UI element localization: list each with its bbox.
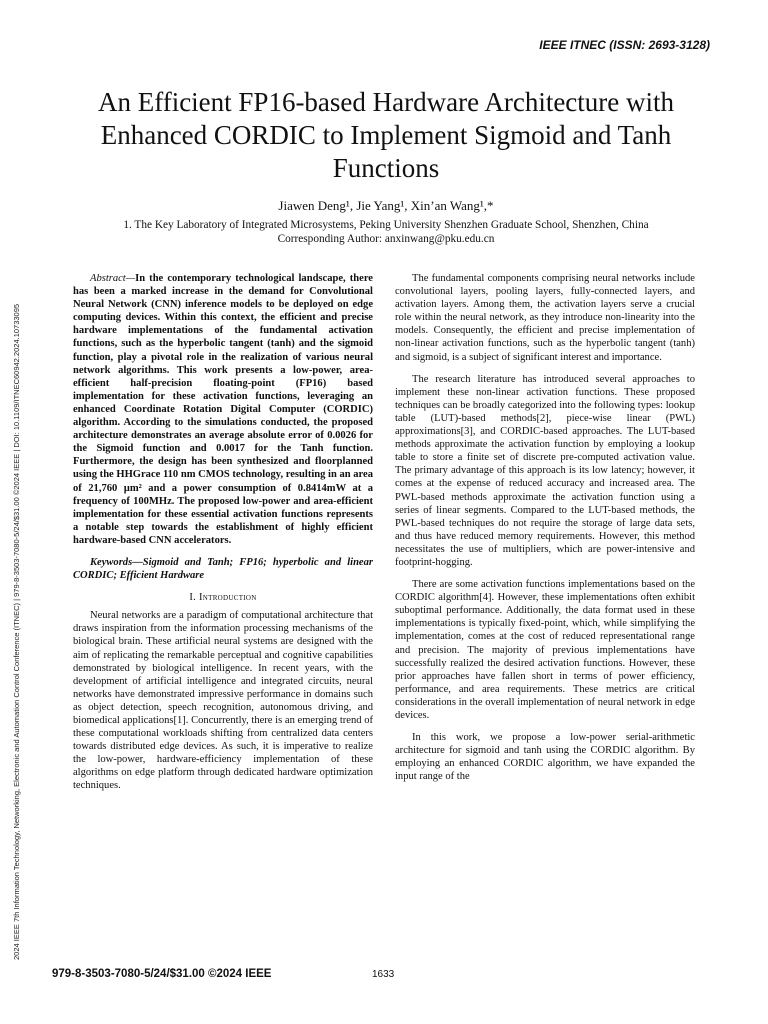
- paper-authors: Jiawen Deng¹, Jie Yang¹, Xin’an Wang¹,*: [278, 198, 494, 213]
- left-column: [73, 272, 373, 802]
- page-number: 1633: [372, 969, 395, 980]
- body-paragraph-4: In this work, we propose a low-power serial-arithmetic architecture for sigmoid and tanh using the CORDIC algorithm. By employing an enhanced CORDIC algorithm, we have expanded the input range of the: [395, 732, 695, 783]
- abstract-text: In the contemporary technological landscape, there has been a marked increase in the demand for Convolutional Neural Network (CNN) inference models to be deployed on edge computing devices. Within this context, the efficient and precise hardware implementations of the fundamental activation functions, such as the hyperbolic tangent (tanh) and the sigmoid function, play a pivotal role in the realization of various neural network algorithms. This work presents a low-power, area-efficient half-precision floating-point (FP16) based implementation for these activation functions, leveraging an enhanced Coordinate Rotation Digital Computer (CORDIC) algorithm. According to the simulations conducted, the proposed architecture demonstrates an average absolute error of 0.0026 for the Sigmoid function and 0.0017 for the Tanh function. Furthermore, the design has been synthesized and floorplanned using the HHGrace 110 nm CMOS technology, resulting in an area of 21,760 µm² and a power consumption of 0.8414mW at a frequency of 100MHz. The proposed low-power and area-efficient implementation for these essential activation functions represents a notable step towards the establishment of highly efficient hardware-based CNN accelerators.: [73, 273, 373, 546]
- corresponding-author: Corresponding Author: anxinwang@pku.edu.cn: [277, 233, 495, 245]
- body-paragraph-3: There are some activation functions implementations based on the CORDIC algorithm[4]. However, these implementations often exhibit suboptimal performance. Additionally, the data format used in these implementations is typically fixed-point, which, while simplifying the implementation, comes at the cost of reduced representational range and precision. The majority of previous implementations have successfully realized the desired activation functions. However, these prior approaches have fallen short in terms of power efficiency, performance, and area requirements. These metrics are critical considerations in the overall implementation of neural network in edge devices.: [395, 579, 695, 721]
- doi-sidebar: 2024 IEEE 7th Information Technology, Networking, Electronic and Automation Control Conference (ITNEC) | 979-8-3503-7080-5/24/$31.00 ©2024 IEEE | DOI: 10.1109/ITNEC60942.2024.10733095: [12, 303, 21, 960]
- keywords: Keywords—Sigmoid and Tanh; FP16; hyperbolic and linear CORDIC; Efficient Hardware: [73, 556, 373, 582]
- body-paragraph-1: The fundamental components comprising neural networks include convolutional layers, pooling layers, fully-connected layers, and activation layers. Among them, the activation layers serve a crucial role within the neural network, as they introduce non-linearity into the models. Consequently, the efficient and precise implementation of non-linear activation functions, such as the hyperbolic tangent (tanh) and sigmoid, is a subject of significant interest and importance.: [395, 273, 695, 363]
- body-paragraph-2: The research literature has introduced several approaches to implement these non-linear activation functions. These proposed techniques can be broadly categorized into the following types: lookup table (LUT)-based methods[2], piece-wise linear (PWL) approximations[3], and CORDIC-based approaches. The LUT-based methods approximate the activation function by employing a lookup table to store a finite set of discrete pre-computed activation value. The primary advantage of this approach is its low latency; however, it comes at the expense of reduced accuracy and increased area. The PWL-based methods approximate the activation function using a series of linear segments. Compared to the LUT-based methods, the PWL-based techniques do not require the storage of large data sets, and thus have reduced memory requirements. However, this method necessitates the use of multipliers, which are power-intensive and footprint-hogging.: [395, 373, 695, 568]
- paper-title: An Efficient FP16-based Hardware Architecture with Enhanced CORDIC to Implement Sigmoid and Tanh Functions: [97, 87, 675, 183]
- intro-paragraph-1: Neural networks are a paradigm of computational architecture that draws inspiration from the information processing mechanisms of the biological brain. These artificial neural systems are designed with the aim of replicating the remarkable perceptual and cognitive capabilities demonstrated by biological intelligence. In recent years, with the development of artificial intelligence and integrated circuits, neural networks have demonstrated impressive performance in domains such as object detection, speech recognition, autonomous driving, and biomedical applications[1]. Concurrently, there is an emerging trend of these computational workloads shifting from centralized data centers towards distributed edge devices. As such, it is imperative to realize the low-power, hardware-efficiency implementation of these algorithms on edge platform through dedicated hardware optimization techniques.: [73, 610, 373, 792]
- abstract: [73, 272, 373, 547]
- section-heading-introduction: I. Introduction: [189, 592, 257, 604]
- affiliation: 1. The Key Laboratory of Integrated Microsystems, Peking University Shenzhen Graduate School, Shenzhen, China: [123, 219, 649, 231]
- journal-header: IEEE ITNEC (ISSN: 2693-3128): [539, 38, 710, 52]
- footer-isbn: 979-8-3503-7080-5/24/$31.00 ©2024 IEEE: [52, 968, 272, 980]
- right-column: [395, 272, 695, 792]
- affiliation-block: [60, 218, 712, 246]
- abstract-label: Abstract—: [90, 273, 136, 284]
